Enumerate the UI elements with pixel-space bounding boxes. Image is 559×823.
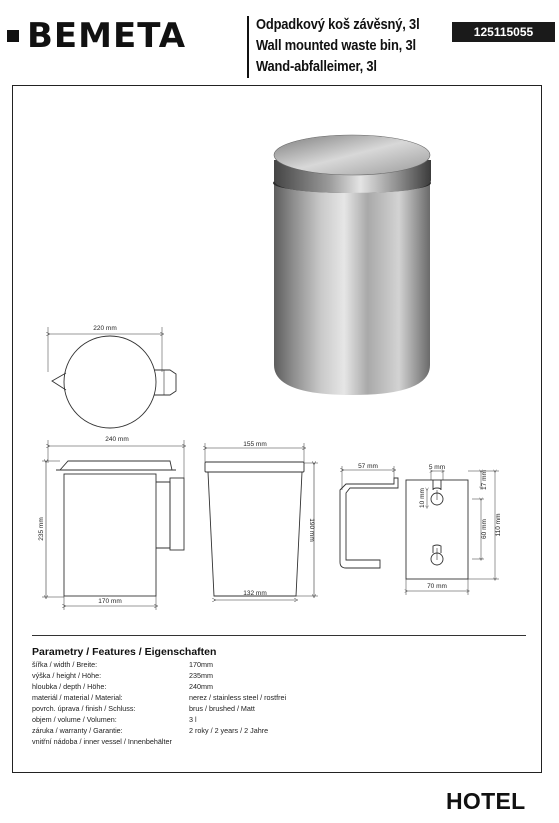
bracket-profile: [340, 466, 398, 568]
dim-inner-height: 190 mm: [308, 518, 315, 542]
spec-value: 235mm: [189, 671, 213, 680]
features-section: [32, 645, 522, 747]
spec-label: povrch. úprava / finish / Schluss:: [32, 704, 136, 713]
dim-side-bottom: 170 mm: [98, 598, 122, 605]
dim-plate-60: 60 mm: [481, 519, 488, 539]
spec-row: [32, 681, 522, 692]
spec-label: vnitřní nádoba / inner vessel / Innenbehälter: [32, 737, 172, 746]
dim-inner-top: 155 mm: [243, 441, 267, 448]
dim-inner-bottom: 132 mm: [243, 590, 267, 597]
spec-value: 170mm: [189, 660, 213, 669]
spec-row: [32, 725, 522, 736]
spec-row: [32, 736, 522, 747]
spec-value: 240mm: [189, 682, 213, 691]
spec-label: materiál / material / Material:: [32, 693, 123, 702]
dim-plate-width: 70 mm: [427, 583, 447, 590]
dim-bracket-depth: 57 mm: [358, 463, 378, 470]
spec-row: [32, 692, 522, 703]
title-en: Wall mounted waste bin, 3l: [256, 37, 416, 54]
spec-value: brus / brushed / Matt: [189, 704, 255, 713]
product-code: 125115055: [452, 22, 555, 42]
spec-label: objem / volume / Volumen:: [32, 715, 117, 724]
product-photo: [273, 135, 431, 395]
top-view: [48, 327, 176, 428]
spec-row: [32, 703, 522, 714]
spec-row: [32, 670, 522, 681]
features-heading: Parametry / Features / Eigenschaften: [32, 646, 217, 658]
dim-side-width: 240 mm: [105, 436, 129, 443]
spec-label: šířka / width / Breite:: [32, 660, 98, 669]
spec-value: nerez / stainless steel / rostfrei: [189, 693, 287, 702]
title-de: Wand-abfalleimer, 3l: [256, 58, 377, 75]
dim-side-height: 235 mm: [38, 517, 45, 541]
dim-top-width: 220 mm: [93, 325, 117, 332]
title-cz: Odpadkový koš závěsný, 3l: [256, 16, 420, 33]
dim-plate-slot: 10 mm: [419, 488, 426, 508]
side-view: [42, 440, 184, 610]
spec-row: [32, 714, 522, 725]
inner-vessel-view: [205, 443, 318, 600]
spec-value: 2 roky / 2 years / 2 Jahre: [189, 726, 269, 735]
spec-label: hloubka / depth / Höhe:: [32, 682, 107, 691]
spec-row: [32, 659, 522, 670]
spec-label: záruka / warranty / Garantie:: [32, 726, 123, 735]
spec-label: výška / height / Höhe:: [32, 671, 102, 680]
features-divider: [32, 635, 526, 636]
dim-plate-hole: 5 mm: [428, 464, 446, 471]
dim-plate-17: 17 mm: [481, 470, 488, 490]
brand-name: BEMETA: [27, 16, 187, 56]
spec-value: 3 l: [189, 715, 197, 724]
dim-plate-110: 110 mm: [495, 513, 502, 537]
category-label: HOTEL: [446, 788, 526, 814]
